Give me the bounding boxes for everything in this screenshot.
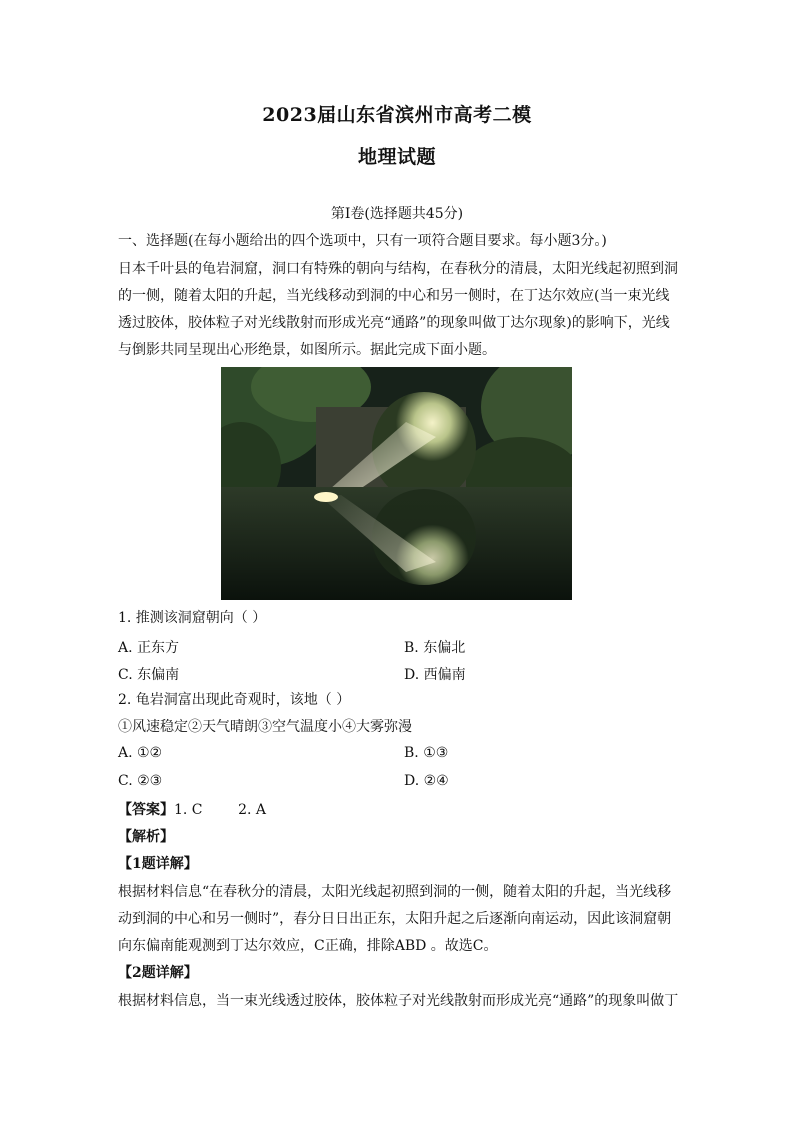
- passage-line: 透过胶体，胶体粒子对光线散射而形成光亮“通路”的现象叫做丁达尔现象)的影响下，光线: [118, 315, 670, 331]
- q2-option-d[interactable]: D. ②④: [404, 773, 449, 789]
- instructions: 一、选择题(在每小题给出的四个选项中，只有一项符合题目要求。每小题3分。): [118, 233, 607, 249]
- q2-option-b[interactable]: B. ①③: [404, 745, 449, 761]
- q1-option-c[interactable]: C. 东偏南: [118, 667, 180, 683]
- q1-option-d[interactable]: D. 西偏南: [404, 667, 466, 683]
- question-1-stem: 1. 推测该洞窟朝向（ ）: [118, 610, 267, 626]
- cave-photo: [221, 367, 572, 600]
- detail-1-line: 向东偏南能观测到丁达尔效应，C正确，排除ABD 。故选C。: [118, 938, 498, 954]
- q2-option-a[interactable]: A. ①②: [118, 745, 163, 761]
- q1-option-b[interactable]: B. 东偏北: [404, 640, 466, 656]
- passage-line: 的一侧，随着太阳的升起，当光线移动到洞的中心和另一侧时，在丁达尔效应(当一束光线: [118, 288, 670, 304]
- detail-2-label: 【2题详解】: [118, 965, 198, 981]
- passage-line: 与倒影共同呈现出心形绝景，如图所示。据此完成下面小题。: [118, 342, 496, 358]
- analysis-label: 【解析】: [118, 829, 174, 845]
- answer-label: 【答案】: [118, 802, 174, 818]
- exam-subject: 地理试题: [357, 146, 436, 168]
- detail-1-label: 【1题详解】: [118, 856, 198, 872]
- detail-2-line: 根据材料信息，当一束光线透过胶体，胶体粒子对光线散射而形成光亮“通路”的现象叫做丁: [118, 993, 679, 1009]
- cave-photo-illustration: [221, 367, 572, 600]
- section-heading: 第I卷(选择题共45分): [330, 206, 464, 222]
- exam-title: 2023届山东省滨州市高考二模: [262, 104, 532, 126]
- answer-text: 1. C 2. A: [174, 802, 267, 818]
- passage-line: 日本千叶县的龟岩洞窟，洞口有特殊的朝向与结构，在春秋分的清晨，太阳光线起初照到洞: [118, 261, 678, 277]
- detail-1-line: 根据材料信息“在春秋分的清晨，太阳光线起初照到洞的一侧，随着太阳的升起，当光线移: [118, 884, 672, 900]
- question-2-conditions: ①风速稳定②天气晴朗③空气温度小④大雾弥漫: [118, 719, 412, 735]
- answer-line: [118, 801, 678, 819]
- question-2-stem: 2. 龟岩洞富出现此奇观时，该地（ ）: [118, 692, 351, 708]
- q2-option-c[interactable]: C. ②③: [118, 773, 163, 789]
- q1-option-a[interactable]: A. 正东方: [118, 640, 180, 656]
- detail-1-line: 动到洞的中心和另一侧时”，春分日日出正东，太阳升起之后逐渐向南运动，因此该洞窟朝: [118, 911, 672, 927]
